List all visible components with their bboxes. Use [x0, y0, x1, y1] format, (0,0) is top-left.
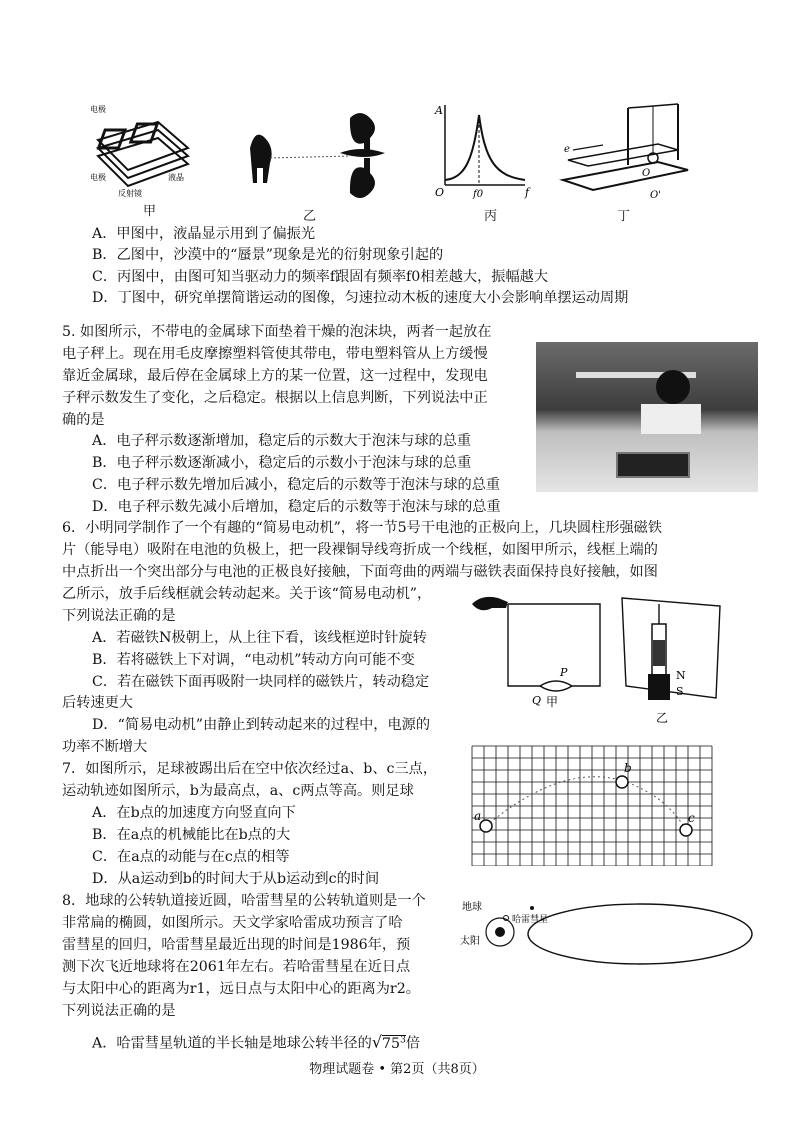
label-comet: 哈雷彗星: [512, 915, 549, 925]
label-a: a: [474, 809, 482, 823]
q7-stem-2: 运动轨迹如图所示，b为最高点，a、c两点等高。则足球: [62, 783, 414, 799]
label-o: O: [642, 168, 651, 179]
q8-stem-2: 非常扁的椭圆，如图所示。天文学家哈雷成功预言了哈: [62, 915, 403, 931]
label-electrode-top: 电极: [90, 105, 106, 114]
caption-jia: 甲: [143, 204, 157, 219]
label-q: Q: [532, 694, 542, 707]
q8-stem-3: 雷彗星的回归，哈雷彗星最近出现的时间是1986年，预: [62, 937, 411, 953]
q4-option-c: C．丙图中，由图可知当驱动力的频率f跟固有频率f0相差越大，振幅越大: [92, 269, 549, 285]
q5-option-c: C．电子秤示数先增加后减小，稳定后的示数等于泡沫与球的总重: [92, 477, 501, 493]
q4-option-b: B．乙图中，沙漠中的“蜃景”现象是光的衍射现象引起的: [92, 247, 444, 263]
q6-stem-1: 6．小明同学制作了一个有趣的“简易电动机”，将一节5号干电池的正极向上，几块圆柱形强磁铁: [62, 520, 663, 536]
q8-stem-4: 测下次飞近地球将在2061年左右。若哈雷彗星在近日点: [62, 959, 411, 975]
axis-origin-o: O: [435, 186, 445, 199]
q5-stem-5: 确的是: [62, 412, 105, 428]
label-c: c: [688, 811, 695, 825]
page-footer: 物理试题卷 • 第2页（共8页）: [309, 1062, 485, 1077]
q6-stem-2: 片（能导电）吸附在电池的负极上，把一段裸铜导线弯折成一个线框，如图甲所示，线框上端的: [62, 542, 658, 558]
q5-option-a: A．电子秤示数逐渐增加，稳定后的示数大于泡沫与球的总重: [92, 433, 472, 449]
q6-option-a: A．若磁铁N极朝上，从上往下看，该线框逆时针旋转: [92, 630, 427, 646]
label-b: b: [624, 761, 632, 775]
q5-option-b: B．电子秤示数逐渐减小，稳定后的示数小于泡沫与球的总重: [92, 455, 472, 471]
label-o-prime: O': [650, 190, 661, 200]
caption-bing: 丙: [484, 209, 498, 224]
label-f0: f0: [473, 189, 484, 200]
q6-option-c-cont: 后转速更大: [62, 695, 133, 711]
label-p: P: [560, 666, 568, 679]
caption-yi-q6: 乙: [656, 711, 669, 725]
q6-stem-3: 中点折出一个突出部分与电池的正极良好接触，下面弯曲的两端与磁铁表面保持良好接触，如图: [62, 564, 658, 580]
q4-option-a: A．甲图中，液晶显示用到了偏振光: [92, 226, 316, 242]
axis-label-f: f: [525, 186, 530, 199]
q8-stem-6: 下列说法正确的是: [62, 1003, 176, 1019]
q8-stem-5: 与太阳中心的距离为r1，远日点与太阳中心的距离为r2。: [62, 981, 420, 997]
figure-yi-mirage: [240, 108, 390, 203]
caption-ding: 丁: [617, 209, 631, 224]
q7-option-b: B．在a点的机械能比在b点的大: [92, 827, 291, 843]
label-earth: 地球: [462, 902, 482, 913]
q7-option-c: C．在a点的动能与在c点的相等: [92, 849, 290, 865]
q7-option-a: A．在b点的加速度方向竖直向下: [92, 805, 296, 821]
figure-q6-motor: [470, 582, 730, 742]
ball-a: [480, 820, 492, 832]
q6-option-d-cont: 功率不断增大: [62, 739, 148, 755]
caption-jia-q6: 甲: [546, 695, 559, 709]
figure-jia-lcd: [88, 100, 198, 200]
axis-label-a: A: [435, 104, 443, 117]
q8-option-a: A．哈雷彗星轨道的半长轴是地球公转半径的$√75^3$倍: [92, 1032, 421, 1052]
q6-stem-4: 乙所示，放手后线框就会转动起来。关于该“简易电动机”，: [62, 586, 432, 602]
q5-stem-1: 5. 如图所示，不带电的金属球下面垫着干燥的泡沫块，两者一起放在: [62, 324, 492, 340]
label-n: N: [676, 669, 686, 682]
q7-option-d: D．从a运动到b的时间大于从b运动到c的时间: [92, 871, 380, 887]
figure-q8-orbits: [460, 890, 760, 980]
ball-b: [616, 776, 628, 788]
caption-yi: 乙: [303, 209, 317, 224]
q6-option-b: B．若将磁铁上下对调，“电动机”转动方向可能不变: [92, 652, 415, 668]
q8-option-a-tail: 倍: [405, 1035, 421, 1052]
q7-stem-1: 7．如图所示，足球被踢出后在空中依次经过a、b、c三点，: [62, 761, 438, 777]
q6-stem-5: 下列说法正确的是: [62, 608, 176, 624]
label-s: S: [676, 685, 684, 698]
ball-c: [680, 824, 692, 836]
figure-bing-resonance: [425, 100, 535, 200]
label-reflector: 反射镜: [118, 189, 142, 198]
label-sun: 太阳: [460, 936, 480, 947]
q6-option-c: C．若在磁铁下面再吸附一块同样的磁铁片，转动稳定: [92, 674, 430, 690]
label-electrode-bottom: 电极: [90, 173, 106, 182]
q8-stem-1: 8．地球的公转轨道接近圆，哈雷彗星的公转轨道则是一个: [62, 893, 426, 909]
label-liquid-crystal: 液晶: [168, 173, 184, 182]
sun-icon: [495, 927, 505, 937]
q5-stem-4: 子秤示数发生了变化，之后稳定。根据以上信息判断，下列说法中正: [62, 390, 488, 406]
figure-q7-trajectory-grid: [470, 744, 720, 866]
q4-option-d: D．丁图中，研究单摆简谐运动的图像，匀速拉动木板的速度大小会影响单摆运动周期: [92, 290, 629, 306]
q5-stem-3: 靠近金属球，最后停在金属球上方的某一位置，这一过程中，发现电: [62, 368, 488, 384]
q6-option-d: D．“简易电动机”由静止到转动起来的过程中，电源的: [92, 717, 431, 733]
q8-option-a-text: A．哈雷彗星轨道的半长轴是地球公转半径的: [92, 1035, 372, 1052]
electronic-scale-photo: [536, 342, 758, 492]
sqrt-radicand: $75^3$: [382, 1035, 406, 1052]
q5-option-d: D．电子秤示数先减小后增加，稳定后的示数等于泡沫与球的总重: [92, 499, 501, 515]
figure-ding-pendulum: [558, 100, 698, 200]
label-e: e: [564, 144, 570, 155]
q5-stem-2: 电子秤上。现在用毛皮摩擦塑料管使其带电，带电塑料管从上方缓慢: [62, 346, 488, 362]
